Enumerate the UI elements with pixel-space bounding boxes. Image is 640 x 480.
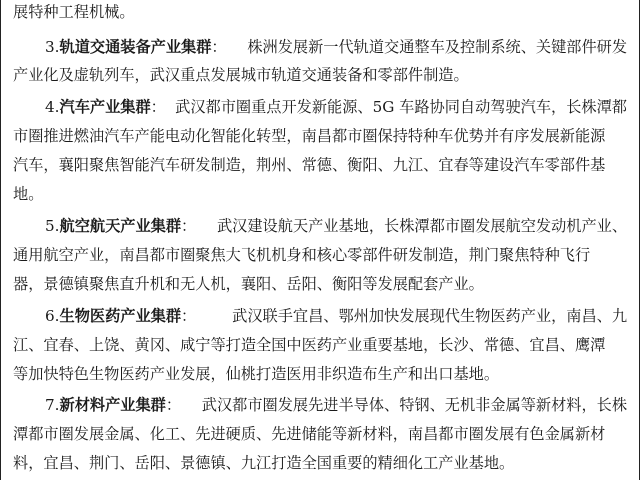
paragraph-4-heading: 汽车产业集群 — [59, 98, 151, 116]
paragraph-4-text: 武汉都市圈重点开发新能源、5G 车路协同自动驾驶汽车，长株潭都 — [175, 98, 627, 116]
text-line-content: 展特种工程机械。 — [13, 3, 135, 21]
paragraph-3-number: 3. — [45, 38, 60, 56]
paragraph-5-line-2 — [13, 241, 627, 269]
text-line — [13, 0, 627, 26]
text-line-content: 料，宜昌、荆门、岳阳、景德镇、九江打造全国重要的精细化工产业基地。 — [13, 454, 515, 472]
paragraph-6-lead — [45, 302, 196, 330]
paragraph-3-separator: ： — [211, 38, 227, 56]
paragraph-7-line-1 — [45, 391, 627, 419]
text-line-content: 器，景德镇聚焦直升机和无人机，襄阳、岳阳、衡阳等发展配套产业。 — [13, 275, 484, 293]
text-line-content: 产业化及虚轨列车，武汉重点发展城市轨道交通装备和零部件制造。 — [13, 66, 469, 84]
paragraph-5-text: 武汉建设航天产业基地，长株潭都市圈发展航空发动机产业、 — [216, 217, 627, 235]
paragraph-4-line-4 — [13, 180, 627, 208]
paragraph-7-heading: 新材料产业集群 — [59, 396, 166, 414]
paragraph-3-heading: 轨道交通装备产业集群 — [59, 38, 212, 56]
paragraph-7-lead — [45, 391, 181, 419]
text-line-content: 通用航空产业，南昌都市圈聚焦大飞机机身和核心零部件研发制造，荆门聚焦特种飞行 — [13, 246, 591, 264]
paragraph-6-line-1 — [45, 302, 627, 330]
paragraph-5-line-3 — [13, 270, 627, 298]
paragraph-6-separator: ： — [181, 307, 197, 325]
paragraph-4-line-1 — [45, 93, 627, 121]
paragraph-3-line-1 — [45, 33, 627, 61]
text-line-content: 江、宜春、上饶、黄冈、咸宁等打造全国中医药产业重要基地，长沙、常德、宜昌、鹰潭 — [13, 336, 606, 354]
paragraph-7-text: 武汉都市圈发展先进半导体、特钢、无机非金属等新材料，长株 — [201, 396, 627, 414]
paragraph-3-lead — [45, 33, 227, 61]
paragraph-7-line-2 — [13, 420, 627, 448]
paragraph-4-line-2 — [13, 122, 627, 150]
paragraph-5-separator: ： — [181, 217, 197, 235]
paragraph-7-number: 7. — [45, 396, 60, 414]
text-line-content: 潭都市圈发展金属、化工、先进硬质、先进储能等新材料，南昌都市圈发展有色金属新材 — [13, 425, 606, 443]
paragraph-6-line-3 — [13, 360, 627, 388]
paragraph-6-number: 6. — [45, 307, 60, 325]
text-line-content: 汽车，襄阳聚焦智能汽车研发制造，荆州、常德、衡阳、九江、宜春等建设汽车零部件基 — [13, 156, 606, 174]
paragraph-6-heading: 生物医药产业集群 — [59, 307, 181, 325]
paragraph-5-lead — [45, 212, 196, 240]
paragraph-5-number: 5. — [45, 217, 60, 235]
paragraph-7-separator: ： — [165, 396, 181, 414]
paragraph-4-line-3 — [13, 151, 627, 179]
text-line-content: 市圈推进燃油汽车产能电动化智能化转型，南昌都市圈保持特种车优势并有序发展新能源 — [13, 127, 606, 145]
paragraph-7-line-3 — [13, 449, 627, 477]
paragraph-6-line-2 — [13, 331, 627, 359]
paragraph-4-number: 4. — [45, 98, 60, 116]
paragraph-4-lead — [45, 93, 166, 121]
paragraph-5-line-1 — [45, 212, 627, 240]
paragraph-6-text: 武汉联手宜昌、鄂州加快发展现代生物医药产业，南昌、九 — [232, 307, 627, 325]
paragraph-3-text: 株洲发展新一代轨道交通整车及控制系统、关键部件研发 — [247, 38, 627, 56]
paragraph-5-heading: 航空航天产业集群 — [59, 217, 181, 235]
text-line-content: 地。 — [13, 185, 44, 203]
text-line-content: 等加快特色生物医药产业发展，仙桃打造医用非织造布生产和出口基地。 — [13, 365, 499, 383]
paragraph-3-line-2 — [13, 61, 627, 89]
paragraph-4-separator: ： — [150, 98, 166, 116]
